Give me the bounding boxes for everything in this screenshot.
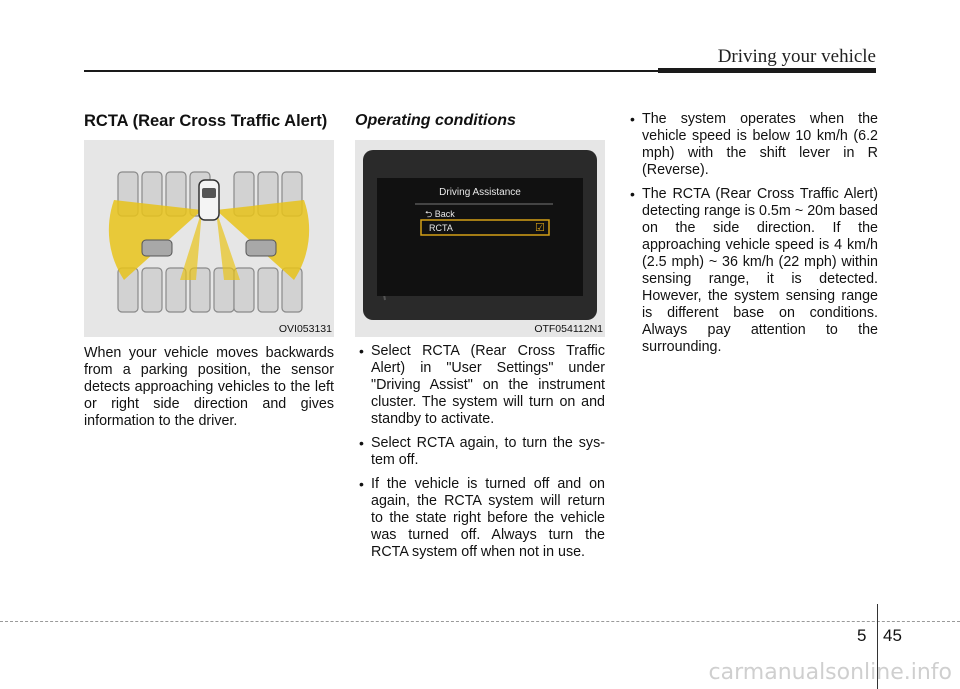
column-2 bbox=[355, 108, 605, 130]
list-item bbox=[626, 111, 878, 179]
column-1 bbox=[84, 108, 334, 131]
header-rule-accent bbox=[658, 68, 876, 73]
operating-bullets bbox=[355, 343, 605, 568]
bullet-icon: • bbox=[630, 186, 635, 202]
page-header-title: Driving your vehicle bbox=[717, 46, 876, 67]
intro-paragraph: When your vehicle moves backwards from a parking position, the sensor detects approaching vehicles to the left or right side direction and gives information to the driver. bbox=[84, 345, 334, 429]
figure-code: OTF054112N1 bbox=[534, 323, 603, 335]
screen-back-label: Back bbox=[434, 209, 455, 219]
list-item-text: The system operates when the vehicle speed is below 10 km/h (6.2 mph) with the shift lever in R (Reverse). bbox=[642, 111, 878, 178]
list-item bbox=[355, 343, 605, 428]
parking-lot-diagram bbox=[84, 140, 334, 337]
back-arrow-icon: ⮌ bbox=[425, 209, 435, 219]
rcta-illustration bbox=[84, 140, 334, 337]
bullet-icon: • bbox=[359, 435, 364, 451]
instrument-cluster-screen bbox=[355, 140, 605, 337]
bullet-icon: • bbox=[630, 111, 635, 127]
bullet-icon: • bbox=[359, 343, 364, 359]
checkbox-checked-icon: ☑ bbox=[535, 222, 545, 234]
chapter-number: 5 bbox=[857, 626, 867, 645]
page-number: 45 bbox=[883, 626, 902, 645]
list-item-text: The RCTA (Rear Cross Traffic Alert) detecting range is 0.5m ~ 20m based on the side direction. If the approaching vehicle speed is 4 km/h (2.5 mph) ~ 36 km/h (22 mph) within sensing range, it is detected. However, the system sensing range is different base on conditions. Always pay attention to the surrounding. bbox=[642, 186, 878, 355]
section-title: RCTA (Rear Cross Traffic Alert) bbox=[84, 112, 328, 130]
list-item-text: Select RCTA (Rear Cross Traffic Alert) in "User Settings" under "Driving Assist" on the instrument cluster. The system will turn on and standby to activate. bbox=[371, 343, 605, 427]
system-bullets bbox=[626, 111, 878, 363]
list-item-text: If the vehicle is turned off and on again, the RCTA system will return to the state right before the vehicle was turned off. Always turn the RCTA system off when not in use. bbox=[371, 476, 605, 560]
list-item bbox=[355, 476, 605, 561]
screen-rcta-item: RCTA bbox=[429, 223, 453, 233]
cluster-screen-illustration bbox=[355, 140, 605, 337]
list-item bbox=[355, 435, 605, 469]
screen-title: Driving Assistance bbox=[439, 187, 521, 198]
watermark: carmanualsonline.info bbox=[708, 660, 952, 685]
list-item bbox=[626, 186, 878, 356]
operating-conditions-heading: Operating conditions bbox=[355, 112, 516, 129]
bullet-icon: • bbox=[359, 476, 364, 492]
screen-back-item bbox=[425, 207, 455, 223]
list-item-text: Select RCTA again, to turn the sys- tem off. bbox=[371, 435, 605, 468]
footer-rule bbox=[0, 621, 960, 622]
figure-code: OVI053131 bbox=[278, 323, 332, 335]
